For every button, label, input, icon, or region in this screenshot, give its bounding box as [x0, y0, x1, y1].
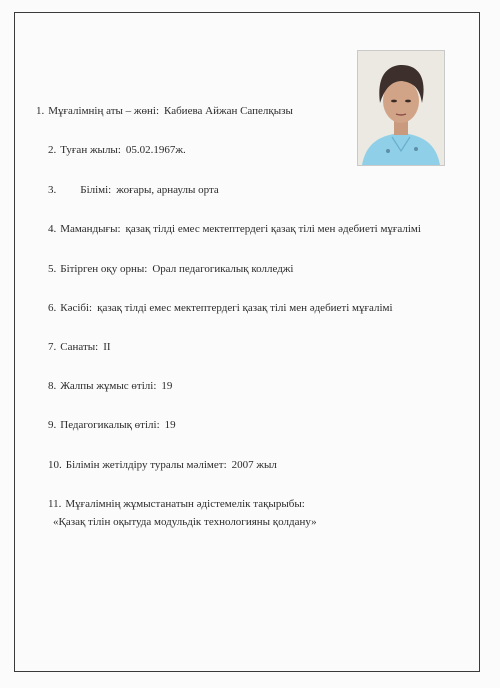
methodical-topic-value: «Қазақ тілін оқытуда модульдік технологияны қолдану» [53, 516, 317, 528]
field-category: 7. Санаты: II [48, 341, 111, 353]
field-total-experience: 8. Жалпы жұмыс өтілі: 19 [48, 380, 173, 392]
field-name: 1. Мұғалімнің аты – жөні: Кабиева Айжан Сапелқызы [36, 105, 293, 117]
field-qualification-upgrade: 10. Білімін жетілдіру туралы мәлімет: 2007 жыл [48, 459, 277, 471]
field-methodical-topic: 11. Мұғалімнің жұмыстанатын әдістемелік тақырыбы: [48, 498, 305, 510]
field-education: 3. Білімі: жоғары, арнаулы орта [48, 184, 219, 196]
teacher-photo [357, 50, 445, 166]
field-teaching-experience: 9. Педагогикалық өтілі: 19 [48, 419, 176, 431]
field-birth-year: 2. Туған жылы: 05.02.1967ж. [48, 144, 186, 156]
field-profession: 6. Кәсібі: қазақ тілді емес мектептердегі қазақ тілі мен әдебиеті мұғалімі [48, 302, 393, 314]
field-specialty: 4. Мамандығы: қазақ тілді емес мектептердегі қазақ тілі мен әдебиеті мұғалімі [48, 223, 421, 235]
field-graduated-institution: 5. Бітірген оқу орны: Орал педагогикалық колледжі [48, 263, 294, 275]
